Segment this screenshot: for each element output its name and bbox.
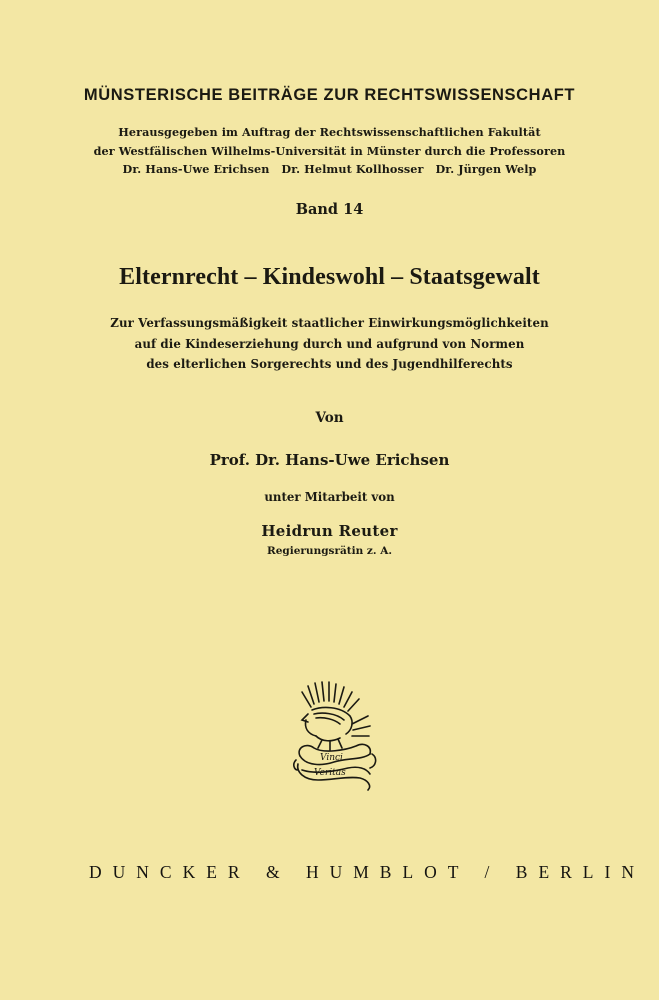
svg-text:Veritas: Veritas: [314, 768, 346, 778]
volume-number: Band 14: [295, 201, 364, 218]
series-title: MÜNSTERISCHE BEITRÄGE ZUR RECHTSWISSENSCHAFT: [83, 86, 576, 104]
editors-line-3: Dr. Hans-Uwe Erichsen Dr. Helmut Kollhosser Dr. Jürgen Welp: [122, 162, 537, 176]
book-title: Elternrecht – Kindeswohl – Staatsgewalt: [119, 264, 540, 290]
editors-line-1: Herausgegeben im Auftrag der Rechtswissenschaftlichen Fakultät: [118, 125, 541, 139]
subtitle-line-2: auf die Kindeserziehung durch und aufgrund von Normen: [134, 337, 525, 351]
svg-text:Vinci: Vinci: [320, 753, 343, 763]
editors-line-2: der Westfälischen Wilhelms-Universität in Münster durch die Professoren: [93, 144, 566, 158]
author-name: Prof. Dr. Hans-Uwe Erichsen: [209, 451, 450, 469]
by-label: Von: [315, 410, 344, 426]
subtitle-line-1: Zur Verfassungsmäßigkeit staatlicher Einwirkungsmöglichkeiten: [110, 316, 549, 330]
coauthor-role: Regierungsrätin z. A.: [266, 545, 392, 557]
coauthor-name: Heidrun Reuter: [261, 522, 398, 540]
subtitle-line-3: des elterlichen Sorgerechts und des Jugendhilferechts: [146, 357, 513, 371]
publisher-imprint: DUNCKER & HUMBLOT / BERLIN: [89, 862, 645, 882]
collaboration-label: unter Mitarbeit von: [264, 490, 395, 504]
publisher-emblem-icon: [292, 680, 378, 792]
